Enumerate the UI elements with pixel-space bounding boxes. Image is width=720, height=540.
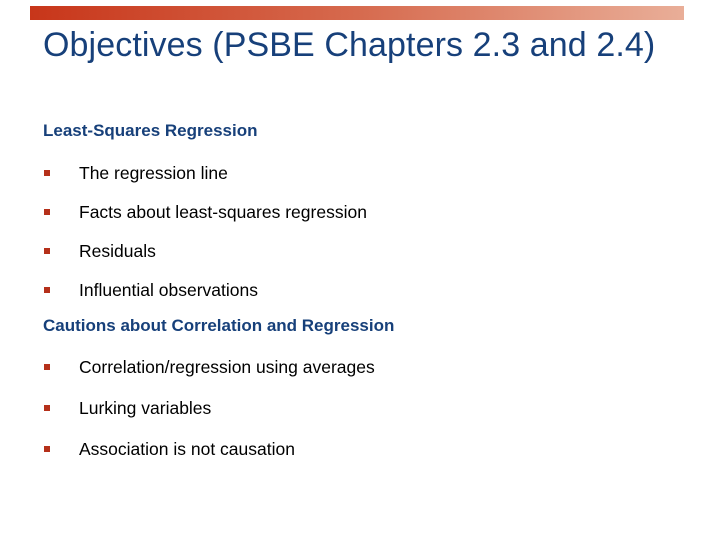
title-accent-bar (30, 6, 684, 20)
list-item-text: Facts about least-squares regression (79, 201, 367, 222)
square-bullet-icon (44, 248, 50, 254)
section-heading-cautions: Cautions about Correlation and Regression (43, 316, 395, 335)
list-item (43, 162, 228, 184)
list-item (43, 279, 258, 301)
square-bullet-icon (44, 287, 50, 293)
list-item (43, 397, 211, 419)
section-heading-least-squares: Least-Squares Regression (43, 121, 258, 140)
square-bullet-icon (44, 364, 50, 370)
list-item-text: Correlation/regression using averages (79, 356, 375, 377)
list-item (43, 201, 367, 223)
list-item (43, 356, 375, 378)
list-item (43, 240, 156, 262)
list-item-text: Association is not causation (79, 438, 295, 459)
square-bullet-icon (44, 446, 50, 452)
square-bullet-icon (44, 170, 50, 176)
list-item-text: Lurking variables (79, 397, 212, 418)
list-item (43, 438, 295, 460)
slide-title: Objectives (PSBE Chapters 2.3 and 2.4) (43, 26, 656, 64)
list-item-text: Influential observations (79, 279, 258, 300)
list-item-text: Residuals (79, 240, 156, 261)
square-bullet-icon (44, 209, 50, 215)
list-item-text: The regression line (79, 162, 228, 183)
square-bullet-icon (44, 405, 50, 411)
